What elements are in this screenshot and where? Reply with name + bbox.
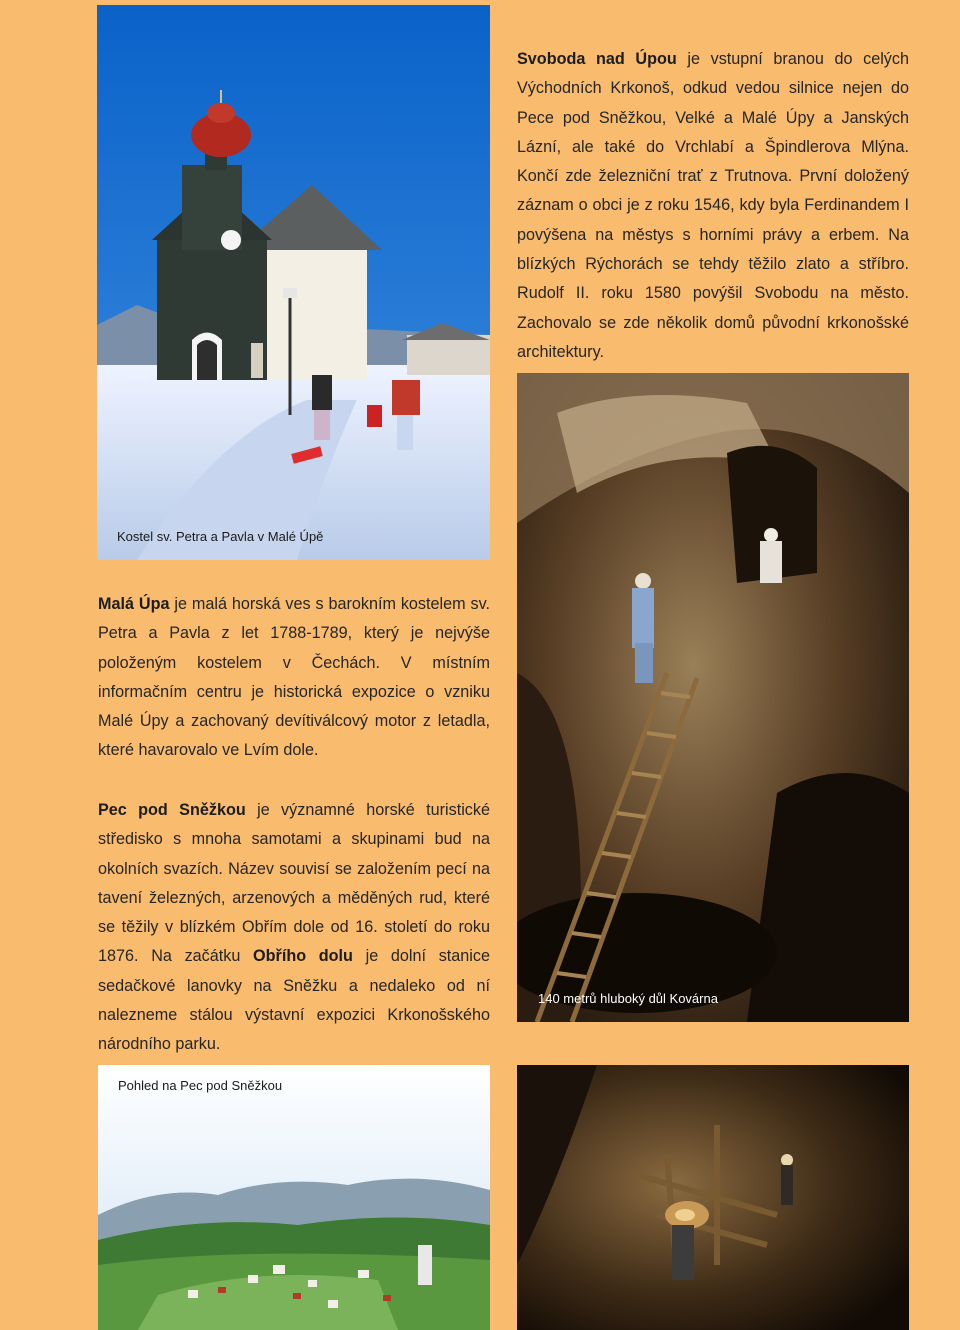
intro-lead: Svoboda nad Úpou (517, 50, 677, 68)
intro-paragraph (517, 45, 909, 367)
church-photo (97, 5, 490, 560)
mala-upa-lead: Malá Úpa (98, 595, 170, 613)
mala-upa-text: je malá horská ves s barokním kostelem sv. Petra a Pavla z let 1788-1789, který je nejvýše položeným kostelem v Čechách. V místním informačním centru je historická expozice o vzniku Malé Úpy a zachovaný devítiválcový motor z letadla, které havarovalo ve Lvím dole. (98, 595, 490, 760)
pec-paragraph (98, 796, 490, 1060)
pec-text-1: je významné horské turistické středisko s mnoha samotami a skupinami bud na okolních svazích. Název souvisí se založením pecí na tavení železných, arzenových a měděných rud, které se těžily v blízkém Obřím dole od 16. století do roku 1876. Na začátku (98, 801, 490, 966)
church-caption: Kostel sv. Petra a Pavla v Malé Úpě (117, 529, 324, 544)
mine-photo (517, 373, 909, 1022)
pec-lead: Pec pod Sněžkou (98, 801, 246, 819)
panorama-caption: Pohled na Pec pod Sněžkou (118, 1078, 283, 1093)
panorama-photo (98, 1065, 490, 1330)
pec-bold-2: Obřího dolu (253, 947, 353, 966)
mine-photo-2 (517, 1065, 909, 1330)
mala-upa-paragraph (98, 590, 490, 766)
intro-text: je vstupní branou do celých Východních Krkonoš, odkud vedou silnice nejen do Pece pod Sněžkou, Velké a Malé Úpy a Janských Lázní, ale také do Vrchlabí a Špindlerova Mlýna. Končí zde železniční trať z Trutnova. První doložený záznam o obci je z roku 1546, kdy byla Ferdinandem I povýšena na městys s horními právy a erbem. Na blízkých Rýchorách se tehdy těžilo zlato a stříbro. Rudolf II. roku 1580 povýšil Svobodu na město. Zachovalo se zde několik domů původní krkonošské architektury. (517, 50, 909, 361)
pec-text-2: je dolní stanice sedačkové lanovky na Sněžku a nedaleko od ní nalezneme stálou výstavní expozici Krkonošského národního parku. (98, 947, 490, 1054)
mine-caption: 140 metrů hluboký důl Kovárna (538, 991, 718, 1006)
